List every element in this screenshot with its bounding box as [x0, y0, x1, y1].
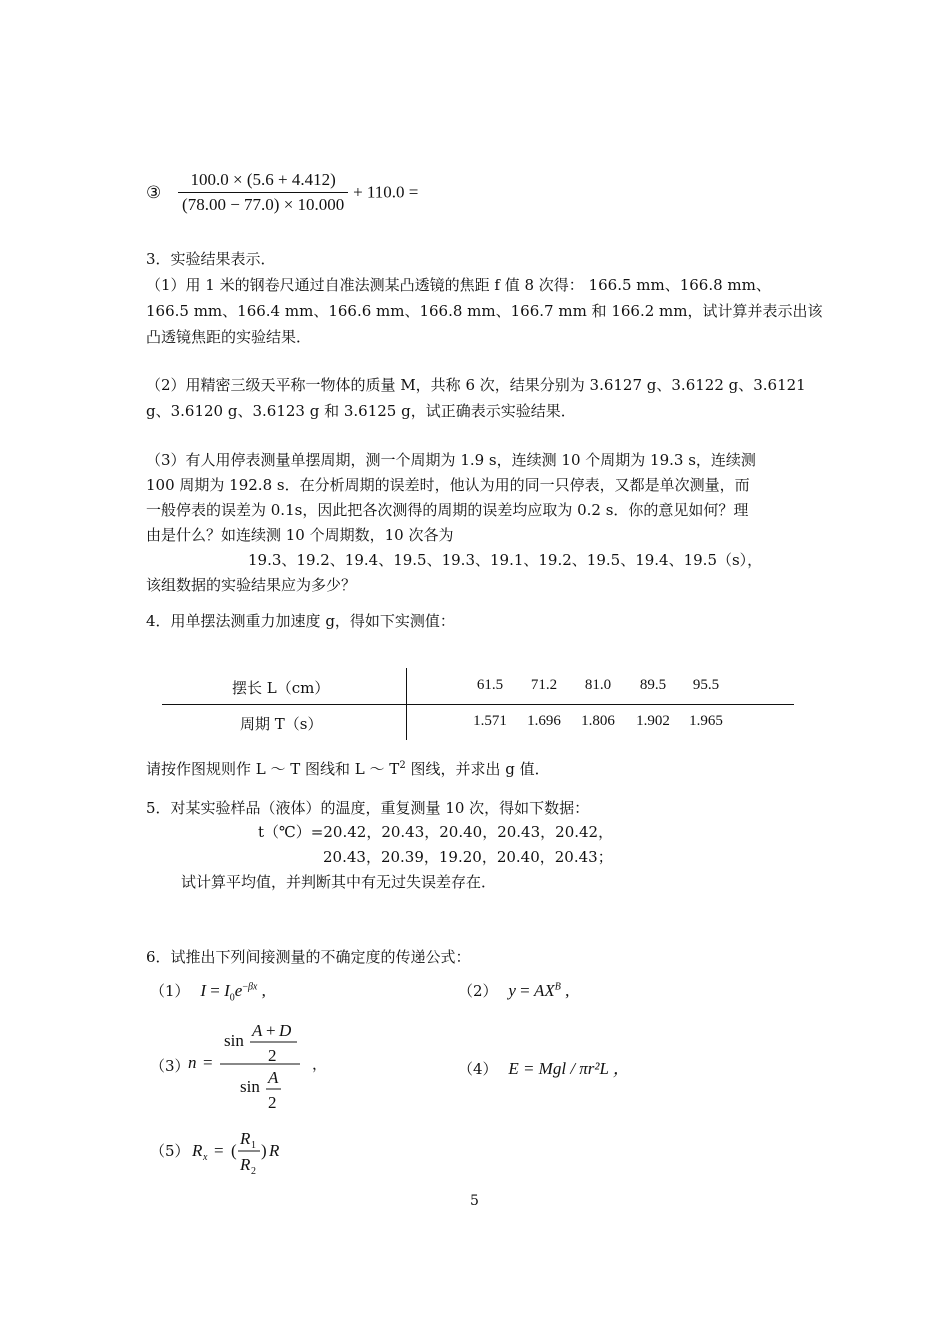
- svg-text:=: =: [203, 1053, 213, 1072]
- table-cell: 1.902: [636, 713, 670, 729]
- formula-6-1: [150, 980, 266, 1003]
- table-cell: 71.2: [530, 677, 558, 693]
- svg-text:R: R: [240, 1129, 251, 1148]
- svg-text:sin: sin: [224, 1031, 244, 1050]
- formula-6-4: [458, 1054, 630, 1079]
- section-3-p3-line4: 由是什么？如连续测 10 个周期数，10 次各为: [146, 526, 454, 544]
- svg-text:R: R: [192, 1141, 203, 1160]
- section-5-heading: 5．对某实验样品（液体）的温度，重复测量 10 次，得如下数据：: [146, 799, 590, 817]
- section-4-instruction: [146, 758, 550, 779]
- formula-3-fraction: [178, 170, 348, 215]
- svg-text:1: 1: [251, 1140, 256, 1151]
- section-4-heading: 4．用单摆法测重力加速度 g，得如下实测值：: [146, 612, 455, 630]
- section-6-heading: 6．试推出下列间接测量的不确定度的传递公式：: [146, 948, 471, 966]
- formula-6-5-label: （5）: [150, 1142, 190, 1160]
- section-3-p3-line3: 一般停表的误差为 0.1s，因此把各次测得的周期的误差均应取为 0.2 s．你的意见如何？理: [146, 501, 749, 519]
- section-5-data-line2: 20.43，20.39，19.20，20.40，20.43；: [323, 848, 613, 866]
- table-cell: 95.5: [692, 677, 720, 693]
- formula-3-tail: + 110.0 =: [353, 182, 419, 202]
- svg-text:=: =: [214, 1141, 224, 1160]
- section-3-p1-line3: 凸透镜焦距的实验结果．: [146, 328, 312, 346]
- table-cell: 1.571: [473, 713, 507, 729]
- table-row-label-period: 周期 T（s）: [240, 715, 323, 733]
- svg-text:n: n: [188, 1053, 197, 1072]
- svg-text:): ): [261, 1141, 267, 1160]
- svg-text:R: R: [240, 1155, 251, 1174]
- section-3-p2-line2: g、3.6120 g、3.6123 g 和 3.6125 g，试正确表示实验结果．: [146, 402, 576, 420]
- svg-text:+: +: [266, 1021, 276, 1040]
- formula-6-3-comma: ，: [312, 1055, 328, 1073]
- section-3-p2-line1: （2）用精密三级天平称一物体的质量 M，共称 6 次，结果分别为 3.6127 g、3.6122 g、3.6121: [146, 376, 806, 394]
- circled-number-3: ③: [146, 182, 162, 203]
- svg-text:sin: sin: [240, 1077, 260, 1096]
- formula-6-1-expression: $I = I_0e^{-\beta x}$ ,: [200, 981, 266, 1004]
- svg-text:A: A: [252, 1021, 263, 1040]
- formula-3-denominator: (78.00 − 77.0) × 10.000: [182, 195, 345, 214]
- svg-text:(: (: [231, 1141, 237, 1160]
- section-5-data-line1: t（℃）=20.42，20.43，20.40，20.43，20.42，: [258, 823, 614, 841]
- formula-6-1-label: （1）: [150, 982, 190, 1000]
- svg-text:2: 2: [268, 1093, 277, 1112]
- svg-text:A: A: [268, 1068, 279, 1087]
- svg-text:R: R: [269, 1141, 280, 1160]
- table-cell: 1.965: [689, 713, 723, 729]
- svg-text:2: 2: [251, 1166, 256, 1177]
- section-5-task: 试计算平均值，并判断其中有无过失误差存在．: [181, 873, 497, 891]
- section-3-p1-line1: （1）用 1 米的钢卷尺通过自准法测某凸透镜的焦距 f 值 8 次得： 166.5 mm、166.8 mm、: [146, 276, 771, 294]
- svg-text:D: D: [279, 1021, 292, 1040]
- formula-6-5-expression: [190, 1124, 300, 1180]
- formula-6-3-label: （3）: [150, 1057, 190, 1075]
- table-cell: 1.696: [527, 713, 561, 729]
- formula-3: [146, 170, 418, 215]
- formula-6-2: [458, 980, 569, 1001]
- section-3-p3-line2: 100 周期为 192.8 s．在分析周期的误差时，他认为用的同一只停表，又都是单次测量，而: [146, 476, 750, 494]
- table-row-label-length: 摆长 L（cm）: [232, 679, 330, 697]
- svg-text:2: 2: [268, 1046, 277, 1065]
- formula-6-2-expression: $y = AX^B$ ,: [508, 981, 570, 1000]
- table-cell: 81.0: [584, 677, 612, 693]
- section-4-instruction-a: 请按作图规则作 L ～ T 图线和 L ～ T: [146, 760, 400, 778]
- table-cell: 89.5: [639, 677, 667, 693]
- formula-3-numerator: 100.0 × (5.6 + 4.412): [178, 170, 348, 193]
- section-3-p1-line2: 166.5 mm、166.4 mm、166.6 mm、166.8 mm、166.7 mm 和 166.2 mm，试计算并表示出该: [146, 302, 823, 320]
- table-horizontal-rule: [162, 704, 794, 705]
- section-4-instruction-b: 图线，并求出 g 值．: [405, 760, 550, 778]
- table-cell: 1.806: [581, 713, 615, 729]
- formula-6-2-label: （2）: [458, 982, 498, 1000]
- section-3-heading: 3．实验结果表示．: [146, 250, 276, 268]
- section-4-instruction-sup: 2: [399, 760, 406, 771]
- svg-text:x: x: [203, 1152, 208, 1163]
- table-cell: 61.5: [476, 677, 504, 693]
- formula-6-4-label: （4）: [458, 1060, 498, 1078]
- section-3-p3-end: 该组数据的实验结果应为多少？: [146, 576, 357, 594]
- page-number: 5: [470, 1193, 479, 1209]
- pendulum-data-table: [162, 668, 794, 740]
- section-3-p3-line1: （3）有人用停表测量单摆周期，测一个周期为 1.9 s，连续测 10 个周期为 19.3 s，连续测: [146, 451, 756, 469]
- formula-6-4-expression: E = Mgl / πr²L ，: [508, 1059, 630, 1078]
- section-3-p3-values: 19.3、19.2、19.4、19.5、19.3、19.1、19.2、19.5、19.4、19.5（s），: [248, 551, 763, 569]
